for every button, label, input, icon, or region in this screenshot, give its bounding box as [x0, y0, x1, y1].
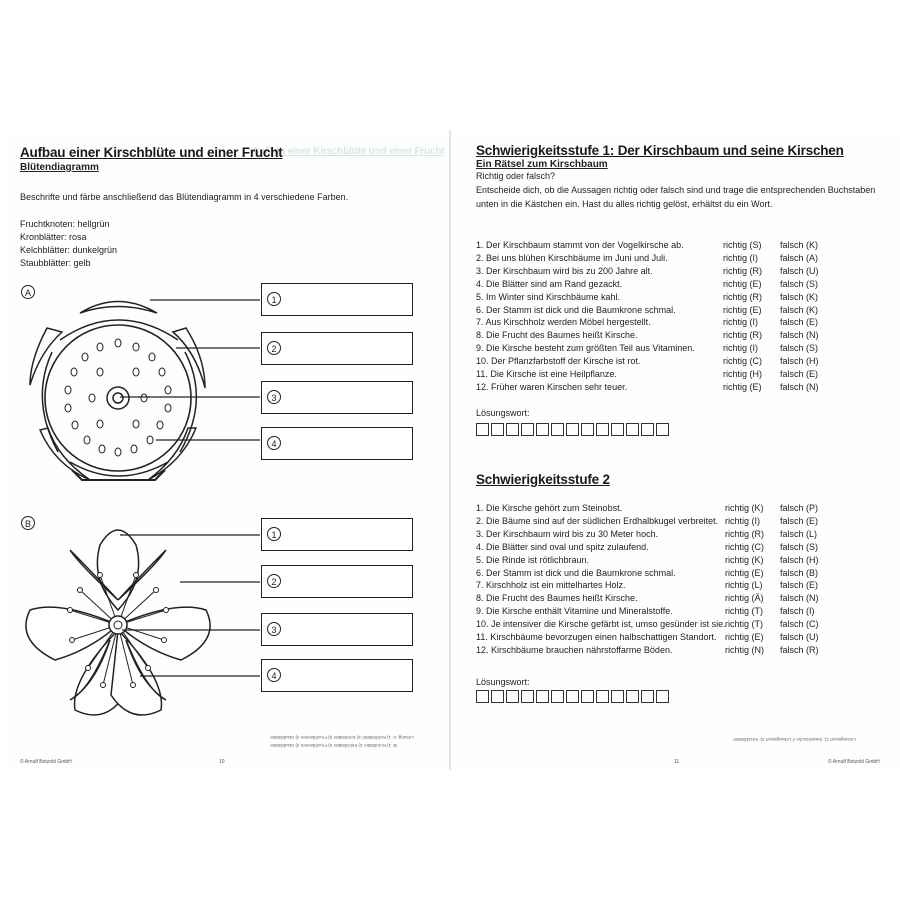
richtig-option[interactable]: richtig (I)	[723, 343, 759, 354]
falsch-option[interactable]: falsch (K)	[780, 291, 819, 302]
question-text: 5. Im Winter sind Kirschbäume kahl.	[476, 291, 621, 302]
richtig-option[interactable]: richtig (K)	[725, 503, 764, 513]
richtig-option[interactable]: richtig (R)	[725, 528, 765, 539]
intro-line-3: unten in die Kästchen ein. Hast du alles richtig gelöst, erhältst du ein Wort.	[476, 199, 773, 209]
label-box-b2[interactable]: 2	[261, 565, 413, 598]
richtig-option[interactable]: richtig (L)	[725, 580, 763, 591]
level2-question-12	[476, 644, 876, 656]
falsch-option[interactable]: falsch (S)	[780, 541, 819, 552]
level1-question-6	[476, 304, 876, 316]
right-page-subtitle: Ein Rätsel zum Kirschbaum	[476, 159, 608, 170]
question-text: 4. Die Blätter sind oval und spitz zulaufend.	[476, 541, 649, 552]
falsch-option[interactable]: falsch (K)	[780, 240, 819, 250]
richtig-option[interactable]: richtig (T)	[725, 619, 763, 630]
level1-question-1	[476, 239, 876, 251]
question-text: 7. Aus Kirschholz werden Möbel hergestellt.	[476, 317, 651, 328]
color-legend-kelchblaetter: Kelchblätter: dunkelgrün	[20, 245, 118, 255]
question-text: 12. Kirschbäume brauchen nährstoffarme Böden.	[476, 644, 673, 655]
falsch-option[interactable]: falsch (U)	[780, 632, 819, 642]
answer-box[interactable]	[626, 690, 639, 703]
level2-question-8	[476, 592, 876, 604]
level1-question-4	[476, 278, 876, 290]
answer-box[interactable]	[551, 423, 564, 436]
falsch-option[interactable]: falsch (H)	[780, 554, 819, 565]
richtig-option[interactable]: richtig (R)	[723, 330, 763, 341]
right-page-title: Schwierigkeitsstufe 1: Der Kirschbaum und seine Kirschen	[476, 143, 844, 158]
level2-question-9	[476, 605, 876, 617]
level1-question-12	[476, 381, 876, 393]
falsch-option[interactable]: falsch (U)	[780, 265, 819, 276]
richtig-option[interactable]: richtig (R)	[723, 265, 763, 276]
question-text: 2. Bei uns blühen Kirschbäume im Juni und Juli.	[476, 252, 668, 263]
diagram-b-marker: B	[21, 516, 35, 530]
intro-line-2: Entscheide dich, ob die Aussagen richtig oder falsch sind und trage die entsprechenden Buchstaben	[476, 185, 876, 195]
richtig-option[interactable]: richtig (H)	[723, 369, 763, 379]
question-text: 4. Die Blätter sind am Rand gezackt.	[476, 278, 623, 289]
question-text: 5. Die Rinde ist rötlichbraun.	[476, 554, 590, 565]
question-text: 1. Die Kirsche gehört zum Steinobst.	[476, 503, 623, 513]
richtig-option[interactable]: richtig (I)	[723, 317, 759, 328]
answer-box[interactable]	[551, 690, 564, 703]
right-footer-copyright: © Arnulf Betzold GmbH	[828, 759, 880, 765]
answer-box[interactable]	[596, 690, 609, 703]
falsch-option[interactable]: falsch (E)	[780, 580, 819, 591]
falsch-option[interactable]: falsch (H)	[780, 356, 819, 367]
falsch-option[interactable]: falsch (C)	[780, 619, 819, 630]
label-box-a3[interactable]: 3	[261, 381, 413, 414]
answer-box[interactable]	[536, 690, 549, 703]
falsch-option[interactable]: falsch (L)	[780, 528, 818, 539]
richtig-option[interactable]: richtig (E)	[725, 632, 764, 642]
left-footer-copyright: © Arnulf Betzold GmbH	[20, 759, 72, 765]
richtig-option[interactable]: richtig (K)	[725, 554, 764, 565]
falsch-option[interactable]: falsch (E)	[780, 515, 819, 526]
level2-question-3	[476, 528, 876, 540]
answer-box[interactable]	[491, 423, 504, 436]
diagram-a-marker: A	[21, 285, 35, 299]
answer-box[interactable]	[611, 423, 624, 436]
question-text: 10. Je intensiver die Kirsche gefärbt ist, umso gesünder ist sie.	[476, 619, 726, 630]
solution-upside-down-2: B: 1) Kronblätter 2) Kelchblätter 3) Fruchtknoten 4) Staubblätter	[270, 743, 397, 748]
color-legend-staubblaetter: Staubblätter: gelb	[20, 258, 91, 268]
right-page-number: 11	[674, 759, 680, 765]
falsch-option[interactable]: falsch (E)	[780, 317, 819, 328]
falsch-option[interactable]: falsch (N)	[780, 593, 819, 604]
answer-box[interactable]	[581, 690, 594, 703]
richtig-option[interactable]: richtig (Ä)	[725, 593, 764, 604]
falsch-option[interactable]: falsch (R)	[780, 644, 819, 655]
right-solution-upside-down: Lösungswort 1): Sauerkirsche // Lösungswort 2): Kirschblätter	[733, 737, 856, 742]
richtig-option[interactable]: richtig (I)	[723, 252, 759, 263]
richtig-option[interactable]: richtig (C)	[725, 541, 765, 552]
question-text: 9. Die Kirsche besteht zum größten Teil aus Vitaminen.	[476, 343, 695, 354]
label-box-a2[interactable]: 2	[261, 332, 413, 365]
question-text: 6. Der Stamm ist dick und die Baumkrone schmal.	[476, 304, 676, 315]
level1-question-7	[476, 316, 876, 328]
falsch-option[interactable]: falsch (K)	[780, 304, 819, 315]
falsch-option[interactable]: falsch (S)	[780, 278, 819, 289]
richtig-option[interactable]: richtig (E)	[723, 304, 762, 315]
falsch-option[interactable]: falsch (E)	[780, 369, 819, 379]
richtig-option[interactable]: richtig (E)	[725, 567, 764, 578]
label-box-a1[interactable]: 1	[261, 283, 413, 316]
answer-box[interactable]	[476, 690, 489, 703]
level1-question-3	[476, 265, 876, 277]
answer-box[interactable]	[521, 690, 534, 703]
label-box-b4[interactable]: 4	[261, 659, 413, 692]
answer-box[interactable]	[536, 423, 549, 436]
level2-title: Schwierigkeitsstufe 2	[476, 472, 610, 487]
level1-question-8	[476, 329, 876, 341]
richtig-option[interactable]: richtig (E)	[723, 278, 762, 289]
label-box-a4[interactable]: 4	[261, 427, 413, 460]
question-text: 8. Die Frucht des Baumes heißt Kirsche.	[476, 330, 638, 341]
level1-question-5	[476, 291, 876, 303]
richtig-option[interactable]: richtig (C)	[723, 356, 763, 367]
richtig-option[interactable]: richtig (N)	[725, 644, 765, 655]
label-box-b3[interactable]: 3	[261, 613, 413, 646]
question-text: 9. Die Kirsche enthält Vitamine und Mineralstoffe.	[476, 606, 673, 617]
level2-question-2	[476, 515, 876, 527]
question-text: 7. Kirschholz ist ein mittelhartes Holz.	[476, 580, 626, 591]
level1-question-10	[476, 355, 876, 367]
question-text: 11. Kirschbäume bevorzugen einen halbschattigen Standort.	[476, 632, 717, 642]
left-page-number: 10	[219, 759, 225, 765]
solution-upside-down-1: Lösung: A: 1) Kelchblätter 2) Kronblätter 3) Fruchtknoten 4) Staubblätter	[270, 735, 414, 740]
level1-question-2	[476, 252, 876, 264]
answer-box[interactable]	[506, 690, 519, 703]
answer-box[interactable]	[641, 690, 654, 703]
level2-question-6	[476, 567, 876, 579]
richtig-option[interactable]: richtig (R)	[723, 291, 763, 302]
falsch-option[interactable]: falsch (N)	[780, 381, 819, 392]
answer-boxes-2[interactable]	[476, 690, 669, 703]
richtig-option[interactable]: richtig (I)	[725, 515, 761, 526]
color-legend-kronblaetter: Kronblätter: rosa	[20, 232, 87, 242]
level2-question-7	[476, 579, 876, 591]
falsch-option[interactable]: falsch (B)	[780, 567, 819, 578]
level2-question-11	[476, 631, 876, 643]
level1-question-9	[476, 342, 876, 354]
answer-box[interactable]	[611, 690, 624, 703]
falsch-option[interactable]: falsch (I)	[780, 606, 815, 617]
answer-box[interactable]	[566, 423, 579, 436]
answer-boxes-1[interactable]	[476, 423, 669, 436]
left-page-title: Aufbau einer Kirschblüte und einer Frucht	[20, 145, 283, 160]
loesungswort-label-1: Lösungswort:	[476, 408, 530, 418]
answer-box[interactable]	[491, 690, 504, 703]
level2-question-5	[476, 554, 876, 566]
left-page-instruction: Beschrifte und färbe anschließend das Blütendiagramm in 4 verschiedene Farben.	[20, 192, 349, 202]
question-text: 3. Der Kirschbaum wird bis zu 30 Meter hoch.	[476, 528, 659, 539]
question-text: 2. Die Bäume sind auf der südlichen Erdhalbkugel verbreitet.	[476, 515, 719, 526]
intro-line-1: Richtig oder falsch?	[476, 171, 556, 181]
color-legend-fruchtknoten: Fruchtknoten: hellgrün	[20, 219, 110, 229]
question-text: 12. Früher waren Kirschen sehr teuer.	[476, 381, 628, 392]
level2-question-1	[476, 502, 876, 514]
answer-box[interactable]	[626, 423, 639, 436]
falsch-option[interactable]: falsch (S)	[780, 343, 819, 354]
question-text: 3. Der Kirschbaum wird bis zu 200 Jahre alt.	[476, 265, 653, 276]
bleed-through-title: Aufbau einer Kirschblüte und einer Frucht	[252, 146, 445, 157]
question-text: 10. Der Pflanzfarbstoff der Kirsche ist rot.	[476, 356, 641, 367]
richtig-option[interactable]: richtig (S)	[723, 240, 762, 250]
falsch-option[interactable]: falsch (A)	[780, 252, 819, 263]
level1-question-11	[476, 368, 876, 380]
answer-box[interactable]	[506, 423, 519, 436]
richtig-option[interactable]: richtig (T)	[725, 606, 763, 617]
falsch-option[interactable]: falsch (N)	[780, 330, 819, 341]
question-text: 1. Der Kirschbaum stammt von der Vogelkirsche ab.	[476, 240, 684, 250]
answer-box[interactable]	[596, 423, 609, 436]
question-text: 6. Der Stamm ist dick und die Baumkrone schmal.	[476, 567, 676, 578]
richtig-option[interactable]: richtig (E)	[723, 381, 762, 392]
answer-box[interactable]	[581, 423, 594, 436]
question-text: 11. Die Kirsche ist eine Heilpflanze.	[476, 369, 617, 379]
level2-question-4	[476, 541, 876, 553]
answer-box[interactable]	[656, 690, 669, 703]
loesungswort-label-2: Lösungswort:	[476, 677, 530, 687]
answer-box[interactable]	[566, 690, 579, 703]
answer-box[interactable]	[641, 423, 654, 436]
question-text: 8. Die Frucht des Baumes heißt Kirsche.	[476, 593, 638, 604]
answer-box[interactable]	[521, 423, 534, 436]
answer-box[interactable]	[656, 423, 669, 436]
level2-question-10	[476, 618, 876, 630]
answer-box[interactable]	[476, 423, 489, 436]
falsch-option[interactable]: falsch (P)	[780, 503, 819, 513]
label-box-b1[interactable]: 1	[261, 518, 413, 551]
left-page-subtitle: Blütendiagramm	[20, 162, 99, 173]
